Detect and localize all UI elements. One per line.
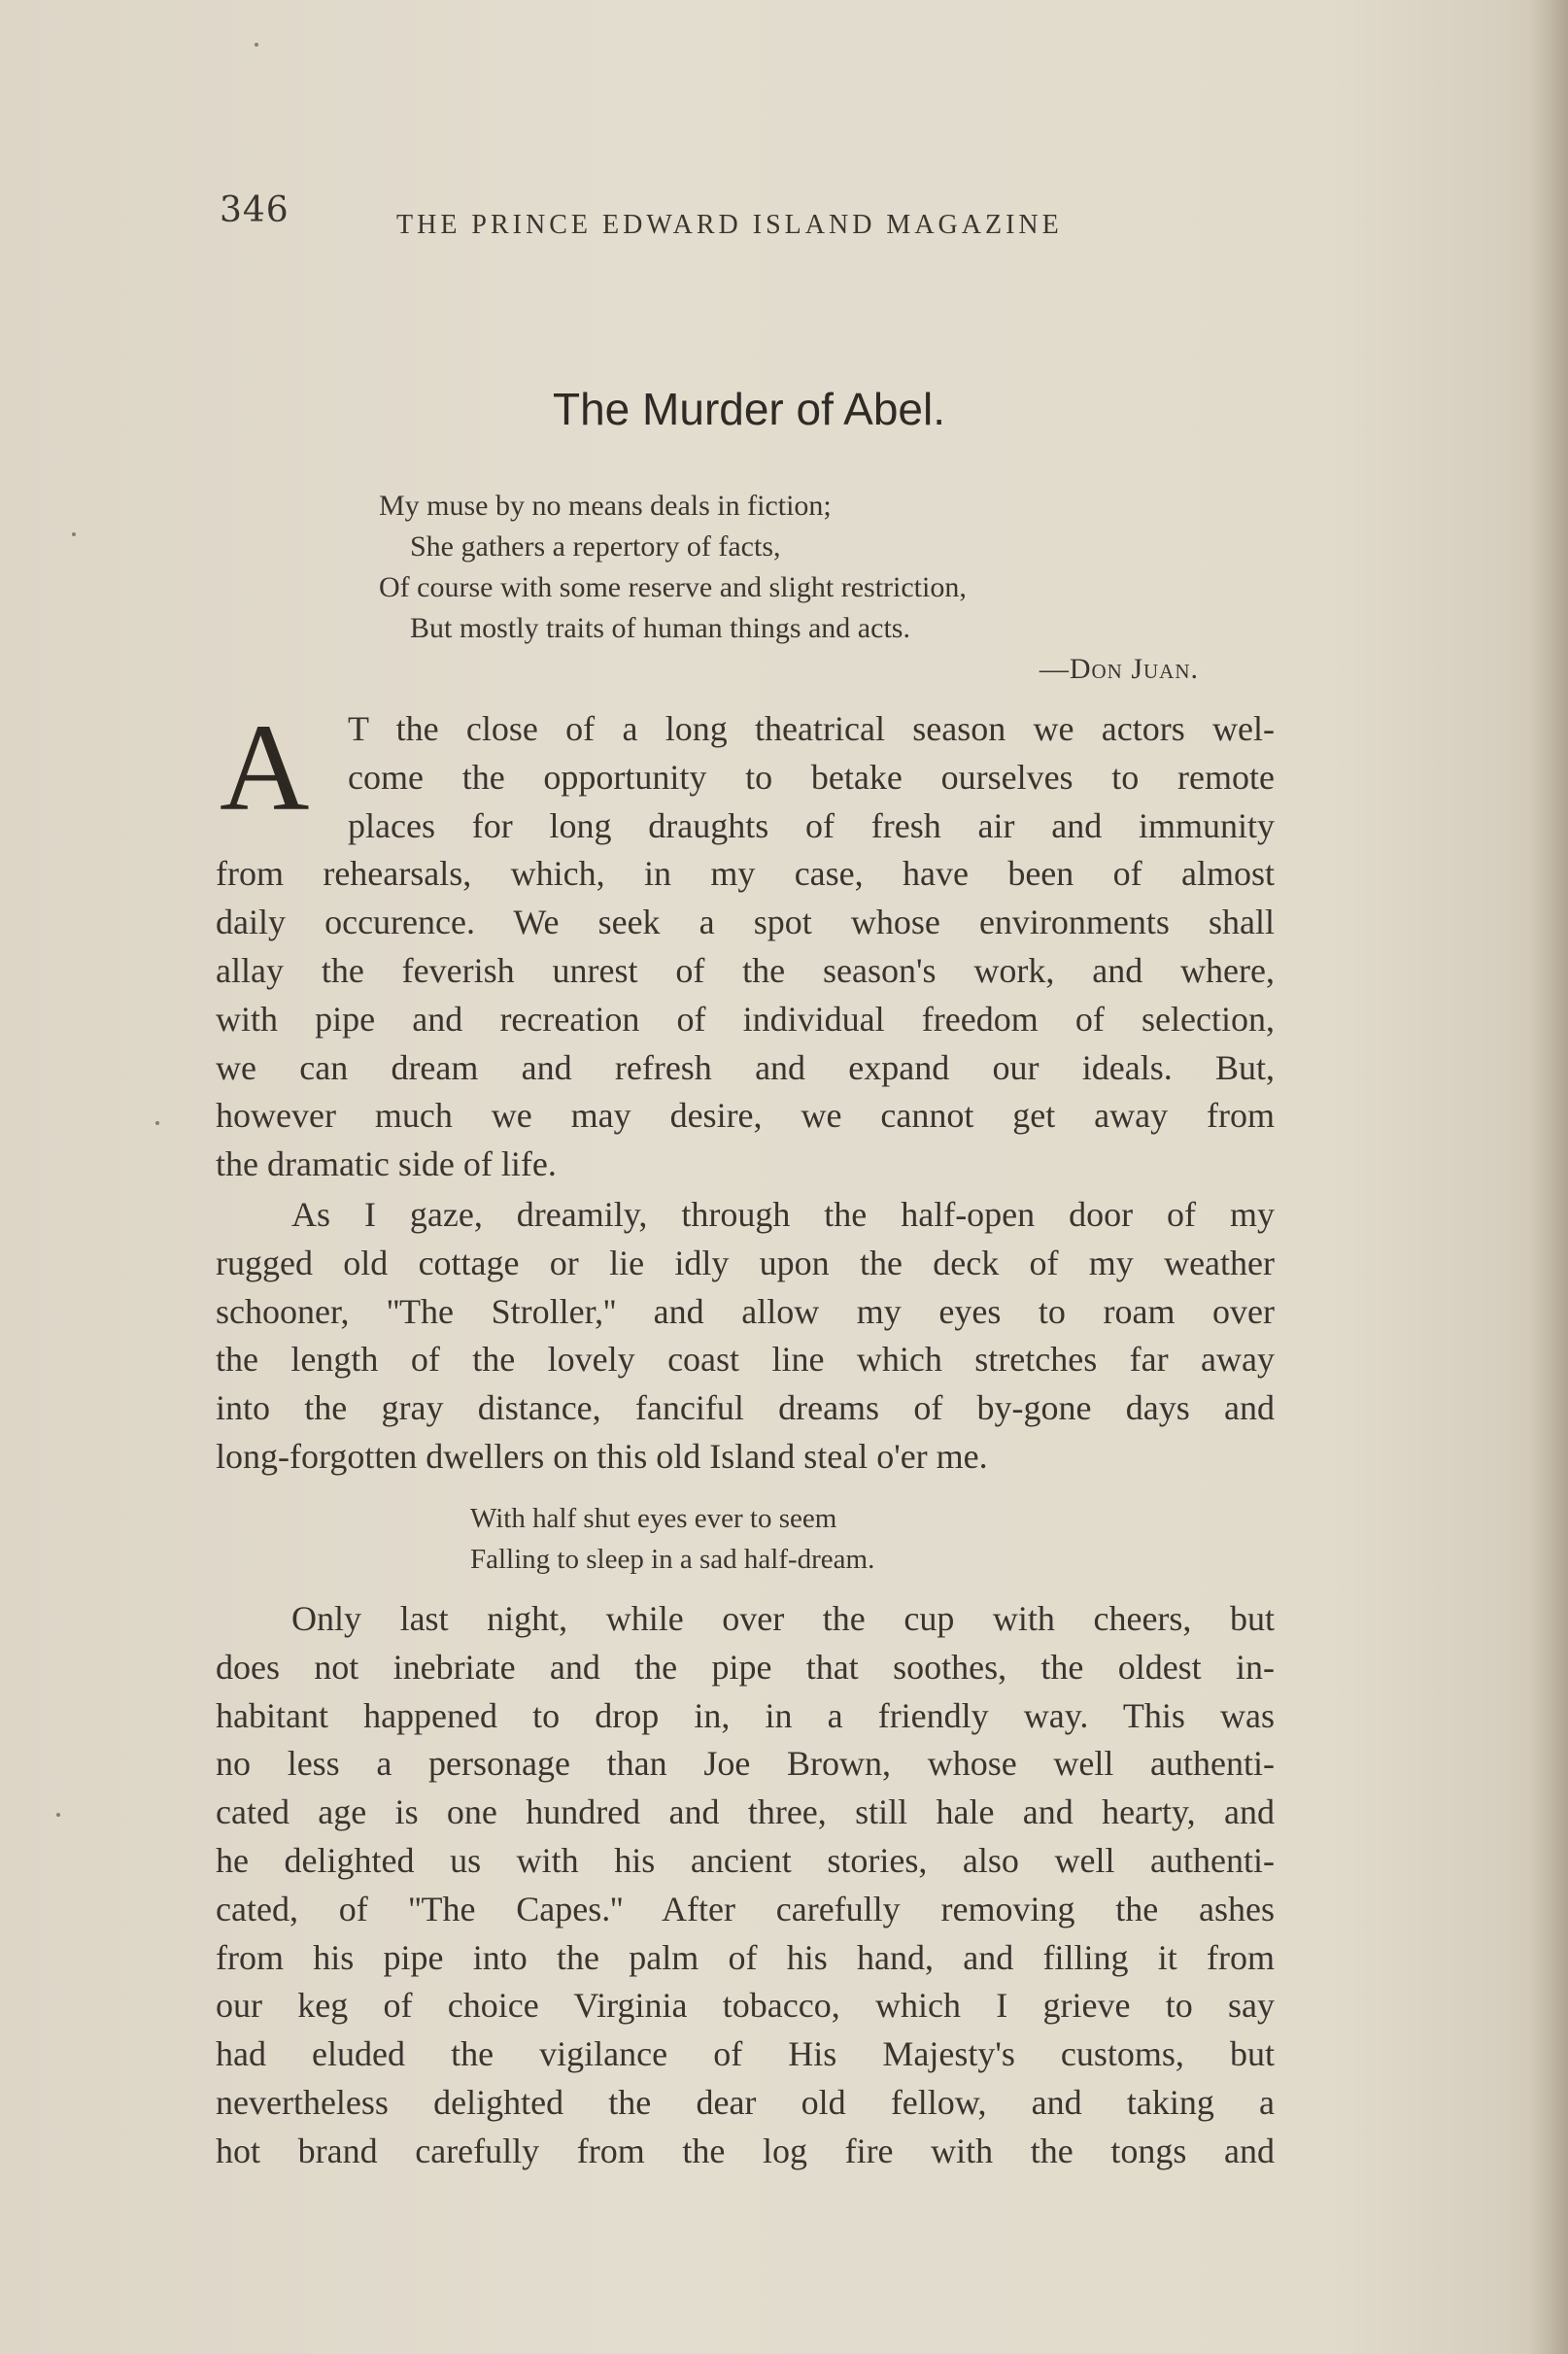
text-line: habitant happened to drop in, in a friendly way. This was: [216, 1695, 1275, 1735]
text-line: cated, of ''The Capes.'' After carefully removing the ashes: [216, 1889, 1275, 1928]
text-line: he delighted us with his ancient stories, also well authenti-: [216, 1840, 1275, 1880]
page-number: 346: [220, 190, 290, 230]
verse-quote: [470, 1498, 1053, 1580]
text-line: the dramatic side of life.: [216, 1144, 557, 1184]
text-line: into the gray distance, fanciful dreams of by-gone days and: [216, 1388, 1275, 1428]
paragraph-1: [216, 699, 1275, 1189]
text-line: Only last night, while over the cup with cheers, but: [291, 1599, 1275, 1638]
paper-speck: [155, 1121, 159, 1125]
text-line: from rehearsals, which, in my case, have been of almost: [216, 854, 1275, 894]
text-line: hot brand carefully from the log fire with the tongs and: [216, 2131, 1275, 2170]
text-line: As I gaze, dreamily, through the half-open door of my: [291, 1195, 1275, 1234]
paragraph-2: [216, 1191, 1275, 1482]
text-line: rugged old cottage or lie idly upon the deck of my weather: [216, 1243, 1275, 1282]
text-line: places for long draughts of fresh air and immunity: [348, 805, 1275, 845]
text-line: nevertheless delighted the dear old fellow, and taking a: [216, 2082, 1275, 2122]
text-line: cated age is one hundred and three, still hale and hearty, and: [216, 1792, 1275, 1832]
paper-speck: [255, 43, 258, 47]
article-title: The Murder of Abel.: [553, 384, 945, 434]
epigraph-line: She gathers a repertory of facts,: [410, 530, 781, 563]
text-line: however much we may desire, we cannot get away from: [216, 1096, 1275, 1136]
text-line: does not inebriate and the pipe that soothes, the oldest in-: [216, 1647, 1275, 1687]
page-edge-shadow: [1529, 0, 1568, 2354]
text-line: daily occurence. We seek a spot whose environments shall: [216, 903, 1275, 942]
text-line: had eluded the vigilance of His Majesty's customs, but: [216, 2034, 1275, 2074]
epigraph-line: But mostly traits of human things and acts.: [410, 612, 910, 644]
text-line: T the close of a long theatrical season we actors wel-: [348, 709, 1275, 748]
epigraph: [379, 486, 1205, 690]
text-line: schooner, ''The Stroller,'' and allow my eyes to roam over: [216, 1291, 1275, 1331]
drop-cap: A: [220, 699, 310, 836]
verse-line: Falling to sleep in a sad half-dream.: [470, 1544, 875, 1575]
text-line: from his pipe into the palm of his hand, and filling it from: [216, 1937, 1275, 1977]
text-line: our keg of choice Virginia tobacco, which I grieve to say: [216, 1986, 1275, 2026]
epigraph-line: My muse by no means deals in fiction;: [379, 490, 832, 522]
text-line: we can dream and refresh and expand our ideals. But,: [216, 1047, 1275, 1087]
epigraph-line: Of course with some reserve and slight restriction,: [379, 571, 967, 603]
paper-speck: [56, 1813, 60, 1817]
running-header: [220, 190, 1288, 249]
text-line: no less a personage than Joe Brown, whose well authenti-: [216, 1744, 1275, 1784]
epigraph-attribution: —Don Juan.: [1039, 653, 1199, 685]
text-line: come the opportunity to betake ourselves to remote: [348, 757, 1275, 797]
text-line: the length of the lovely coast line which stretches far away: [216, 1340, 1275, 1380]
running-title: THE PRINCE EDWARD ISLAND MAGAZINE: [396, 210, 1063, 240]
text-line: long-forgotten dwellers on this old Island steal o'er me.: [216, 1436, 988, 1476]
text-line: allay the feverish unrest of the season's work, and where,: [216, 950, 1275, 990]
text-line: with pipe and recreation of individual freedom of selection,: [216, 999, 1275, 1039]
paper-speck: [72, 532, 76, 536]
verse-line: With half shut eyes ever to seem: [470, 1503, 837, 1534]
paragraph-3: [216, 1595, 1275, 2176]
